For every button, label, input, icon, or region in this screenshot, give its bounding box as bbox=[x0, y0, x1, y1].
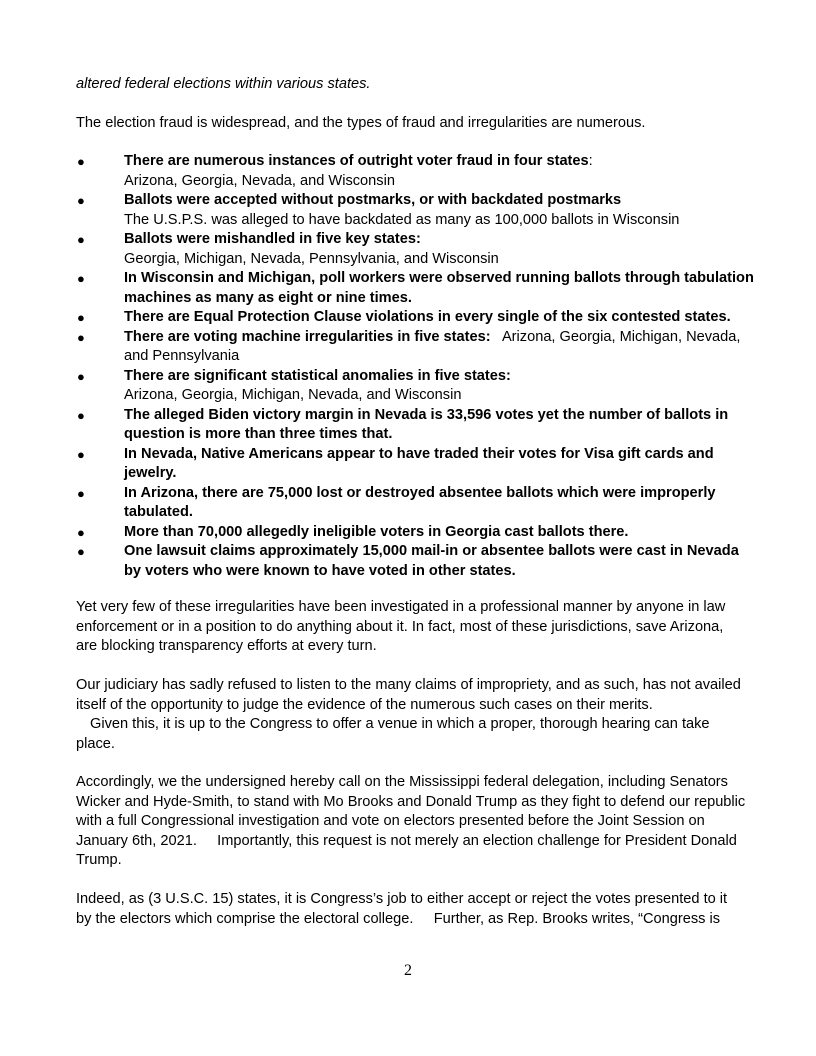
item-detail: Georgia, Michigan, Nevada, Pennsylvania, and Wisconsin bbox=[124, 250, 499, 267]
bullet-icon: ● bbox=[77, 485, 85, 501]
list-item bbox=[76, 406, 756, 445]
bullet-icon: ● bbox=[77, 232, 85, 247]
continuation-line: altered federal elections within various states. bbox=[76, 76, 371, 92]
item-heading: There are significant statistical anomalies in five states: bbox=[124, 367, 511, 384]
list-item bbox=[76, 367, 756, 406]
bullet-icon: ● bbox=[77, 193, 85, 208]
bullet-icon: ● bbox=[77, 154, 85, 169]
bullet-icon: ● bbox=[77, 329, 85, 345]
page-number: 2 bbox=[404, 962, 412, 979]
bullet-icon: ● bbox=[77, 368, 85, 384]
list-item bbox=[76, 269, 756, 308]
judiciary-paragraph: Our judiciary has sadly refused to listen to the many claims of impropriety, and as such, has not availed itself of the opportunity to judge the evidence of the numerous such cases on their merits. bbox=[76, 677, 741, 713]
item-heading: More than 70,000 allegedly ineligible voters in Georgia cast ballots there. bbox=[124, 523, 629, 540]
item-heading: There are voting machine irregularities in five states: bbox=[124, 328, 491, 345]
item-heading: In Wisconsin and Michigan, poll workers were observed running ballots through tabulation machines as many as eight or nine times. bbox=[124, 270, 754, 306]
item-text: Arizona, Georgia, Michigan, Nevada, and Pennsylvania bbox=[124, 328, 745, 364]
list-item bbox=[76, 542, 756, 581]
bullet-icon: ● bbox=[77, 407, 85, 423]
item-heading: Ballots were mishandled in five key states: bbox=[124, 231, 421, 247]
bullet-icon: ● bbox=[77, 271, 85, 286]
statute-paragraph: Indeed, as (3 U.S.C. 15) states, it is Congress’s job to either accept or reject the votes presented to it by the electors which comprise the electoral college. Further, as Rep. Brooks writes, “Congress is bbox=[76, 891, 732, 927]
list-item bbox=[76, 445, 756, 484]
summary-paragraph: The election fraud is widespread, and the types of fraud and irregularities are numerous. bbox=[76, 115, 646, 131]
fraud-claims-list bbox=[76, 152, 756, 581]
list-item bbox=[76, 328, 756, 367]
item-detail: Arizona, Georgia, Nevada, and Wisconsin bbox=[124, 172, 395, 189]
item-text: : bbox=[588, 153, 593, 169]
item-heading: In Nevada, Native Americans appear to have traded their votes for Visa gift cards and jewelry. bbox=[124, 445, 714, 481]
list-item bbox=[76, 308, 756, 328]
list-item bbox=[76, 230, 756, 269]
item-heading: In Arizona, there are 75,000 lost or destroyed absentee ballots which were improperly tabulated. bbox=[124, 484, 716, 520]
item-heading: There are Equal Protection Clause violations in every single of the six contested states. bbox=[124, 309, 731, 325]
bullet-icon: ● bbox=[77, 524, 85, 540]
congress-paragraph: Given this, it is up to the Congress to offer a venue in which a proper, thorough hearing can take place. bbox=[76, 716, 710, 752]
item-heading: There are numerous instances of outright voter fraud in four states bbox=[124, 153, 589, 169]
item-detail: Arizona, Georgia, Michigan, Nevada, and Wisconsin bbox=[124, 387, 462, 403]
list-item bbox=[76, 152, 756, 191]
bullet-icon: ● bbox=[77, 446, 85, 462]
item-heading: The alleged Biden victory margin in Nevada is 33,596 votes yet the number of ballots in question is more than three times that. bbox=[124, 406, 729, 442]
irregularities-paragraph: Yet very few of these irregularities have been investigated in a professional manner by anyone in law enforcement or in a position to do anything about it. In fact, most of these jurisdictions, save Arizona, are blocking transparency efforts at every turn. bbox=[76, 599, 726, 654]
list-item bbox=[76, 484, 756, 523]
bullet-icon: ● bbox=[77, 310, 85, 325]
item-heading: One lawsuit claims approximately 15,000 mail-in or absentee ballots were cast in Nevada by voters who were known to have voted in other states. bbox=[124, 543, 739, 579]
list-item bbox=[76, 523, 756, 543]
call-to-action-paragraph: Accordingly, we the undersigned hereby call on the Mississippi federal delegation, including Senators Wicker and Hyde-Smith, to stand with Mo Brooks and Donald Trump as they fight to defend our republic with a full Congressional investigation and vote on electors presented before the Joint Session on January 6th, 2021. Importantly, this request is not merely an election challenge for President Donald Trump. bbox=[76, 774, 750, 868]
bullet-icon: ● bbox=[77, 544, 85, 559]
list-item bbox=[76, 191, 756, 230]
item-heading: Ballots were accepted without postmarks, or with backdated postmarks bbox=[124, 192, 622, 208]
item-detail: The U.S.P.S. was alleged to have backdated as many as 100,000 ballots in Wisconsin bbox=[124, 211, 680, 228]
